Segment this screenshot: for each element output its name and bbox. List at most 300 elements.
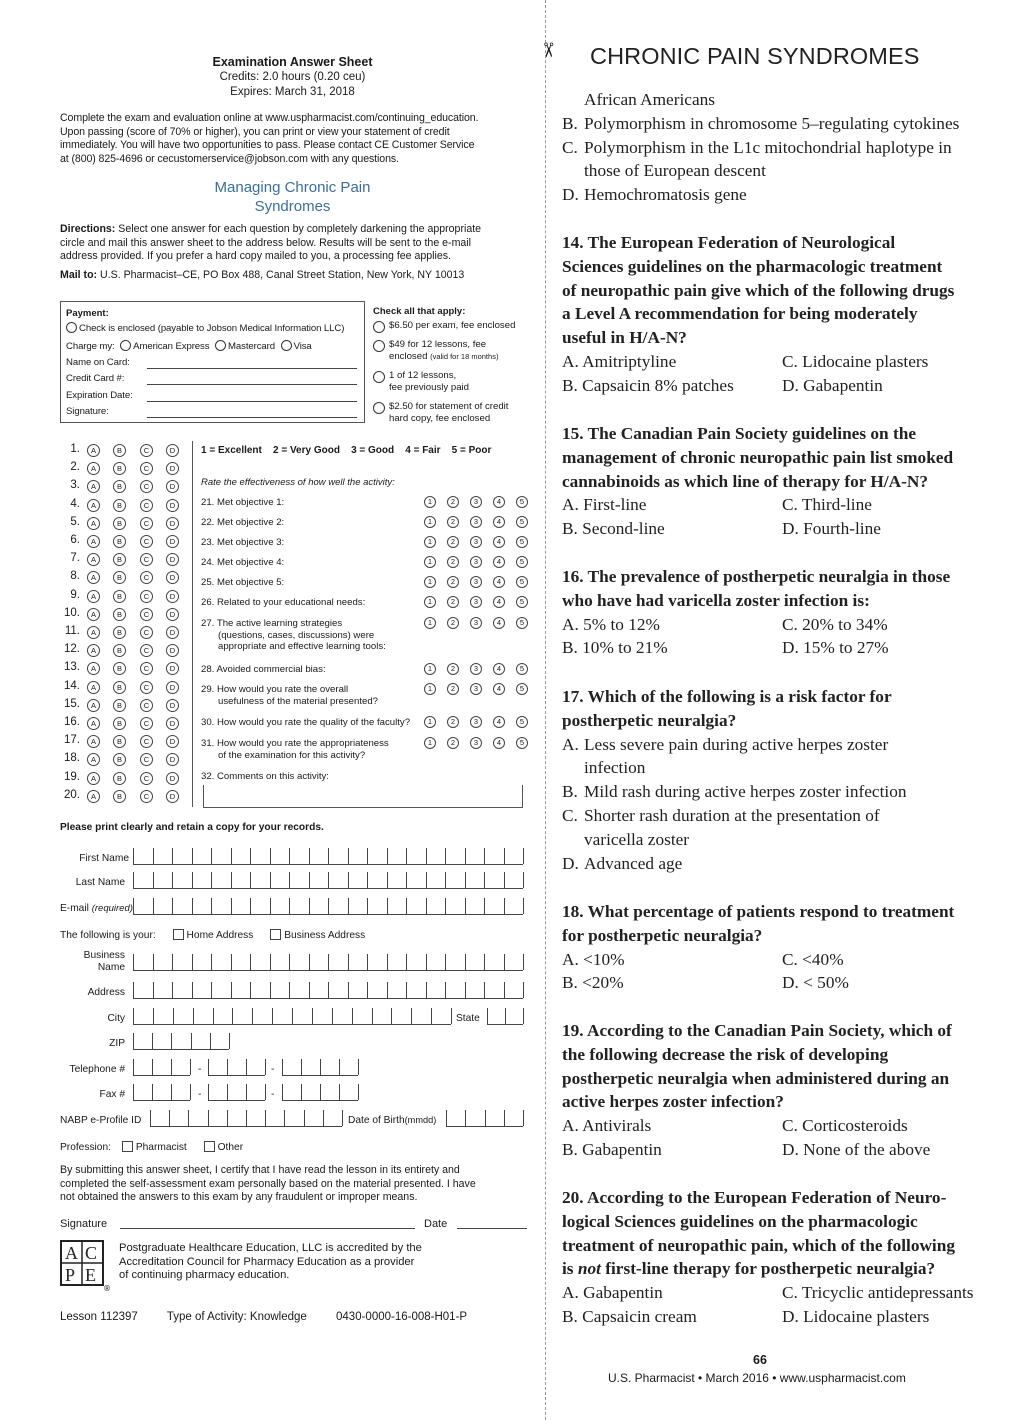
answer-bubble[interactable]: A <box>87 735 100 748</box>
answer-bubble[interactable]: D <box>166 590 179 603</box>
answer-bubble[interactable]: C <box>140 571 153 584</box>
box-divider <box>312 1008 313 1024</box>
rating-bubble[interactable]: 5 <box>516 576 528 588</box>
answer-row <box>60 625 185 643</box>
questions-column <box>548 0 1024 1420</box>
box-divider <box>191 1033 192 1049</box>
card-visa-label: Visa <box>293 341 312 352</box>
rating-bubble[interactable]: 5 <box>516 617 528 629</box>
answer-bubble[interactable]: D <box>166 662 179 675</box>
answer-bubble[interactable]: C <box>140 517 153 530</box>
box-divider <box>342 1110 343 1126</box>
last-name-field[interactable] <box>133 873 523 889</box>
answer-bubble[interactable]: D <box>166 608 179 621</box>
answer-bubble[interactable]: B <box>113 535 126 548</box>
credits: Credits: 2.0 hours (0.20 ceu) <box>219 71 366 83</box>
box-divider <box>133 898 134 914</box>
box-divider <box>446 1110 447 1126</box>
box-divider <box>133 1008 134 1024</box>
rating-bubble[interactable]: 1 <box>424 737 436 749</box>
rating-bubble[interactable]: 5 <box>516 596 528 608</box>
answer-bubble[interactable]: A <box>87 644 100 657</box>
box-divider <box>133 872 134 888</box>
box-divider <box>465 872 466 888</box>
signature-field[interactable] <box>120 1228 415 1229</box>
question-18 <box>562 900 982 995</box>
box-divider <box>208 1084 209 1100</box>
answer-bubble[interactable]: B <box>113 480 126 493</box>
answer-number: 16. <box>64 716 80 728</box>
answer-bubble[interactable]: A <box>87 499 100 512</box>
question-line: 17. Which of the following is a risk factor for <box>562 687 892 706</box>
answer-option: C. <40% <box>782 949 844 969</box>
answer-bubble[interactable]: D <box>166 499 179 512</box>
box-divider <box>426 848 427 864</box>
telephone-area-field[interactable] <box>133 1060 190 1076</box>
answer-bubble[interactable]: C <box>140 699 153 712</box>
rating-bubble[interactable]: 3 <box>470 556 482 568</box>
rating-bubble[interactable]: 5 <box>516 516 528 528</box>
svg-text:A: A <box>65 1243 78 1263</box>
rating-bubble[interactable]: 4 <box>493 556 505 568</box>
box-divider <box>426 872 427 888</box>
answer-bubble[interactable]: D <box>166 717 179 730</box>
rating-bubble[interactable]: 5 <box>516 737 528 749</box>
box-divider <box>192 848 193 864</box>
box-divider <box>150 1110 151 1126</box>
box-divider <box>387 848 388 864</box>
answer-bubble[interactable]: C <box>140 553 153 566</box>
rating-bubble[interactable]: 3 <box>470 516 482 528</box>
box-divider <box>172 982 173 998</box>
box-divider <box>358 1084 359 1100</box>
answer-bubble[interactable]: A <box>87 790 100 803</box>
answer-bubble[interactable]: D <box>166 626 179 639</box>
answer-bubble[interactable]: A <box>87 626 100 639</box>
radio-icon[interactable] <box>373 340 385 352</box>
rating-bubble[interactable]: 3 <box>470 496 482 508</box>
answer-bubble[interactable]: A <box>87 608 100 621</box>
box-divider <box>406 982 407 998</box>
rating-bubble[interactable]: 3 <box>470 737 482 749</box>
expiration-field[interactable] <box>147 401 357 402</box>
answer-option: D. Gabapentin <box>782 375 883 395</box>
answer-bubble[interactable]: A <box>87 571 100 584</box>
fax-area-field[interactable] <box>133 1085 190 1101</box>
question-line: a Level A recommendation for being moderately <box>562 304 918 324</box>
rating-bubble[interactable]: 3 <box>470 617 482 629</box>
box-divider <box>367 898 368 914</box>
answer-bubble[interactable]: A <box>87 662 100 675</box>
rating-bubble[interactable]: 1 <box>424 663 436 675</box>
answer-bubble[interactable]: A <box>87 553 100 566</box>
answer-bubble[interactable]: B <box>113 790 126 803</box>
answer-bubble[interactable]: D <box>166 571 179 584</box>
answer-bubble[interactable]: B <box>113 626 126 639</box>
rate-instruction: Rate the effectiveness of how well the activity: <box>201 477 395 488</box>
evaluation-item-text: 31. How would you rate the appropriateness <box>201 738 389 749</box>
answer-bubble[interactable]: B <box>113 571 126 584</box>
box-divider <box>211 848 212 864</box>
answer-row <box>60 643 185 661</box>
answer-option: D. Fourth-line <box>782 519 881 539</box>
box-divider <box>485 1110 486 1126</box>
rating-bubble[interactable]: 5 <box>516 556 528 568</box>
question-text <box>562 422 982 493</box>
answer-bubble[interactable]: A <box>87 517 100 530</box>
box-divider <box>484 898 485 914</box>
rating-bubble[interactable]: 4 <box>493 536 505 548</box>
rating-bubble[interactable]: 1 <box>424 496 436 508</box>
rating-bubble[interactable]: 1 <box>424 617 436 629</box>
rating-bubble[interactable]: 3 <box>470 536 482 548</box>
rating-bubble[interactable]: 2 <box>447 576 459 588</box>
rating-bubble[interactable]: 4 <box>493 716 505 728</box>
evaluation-item <box>201 717 426 729</box>
telephone-line-field[interactable] <box>282 1060 358 1076</box>
answer-option: B. Gabapentin <box>562 1139 662 1159</box>
rating-bubble[interactable]: 5 <box>516 716 528 728</box>
box-divider <box>192 982 193 998</box>
answer-bubble[interactable]: B <box>113 735 126 748</box>
check-all-title: Check all that apply: <box>373 306 466 317</box>
credit-card-field[interactable] <box>147 384 357 385</box>
question-line: Sciences guidelines on the pharmacologic treatment <box>562 256 943 276</box>
answer-bubble[interactable]: A <box>87 590 100 603</box>
rating-bubble[interactable]: 4 <box>493 516 505 528</box>
radio-icon[interactable] <box>373 371 385 383</box>
option-letter: A. <box>562 734 579 754</box>
radio-mastercard[interactable] <box>215 340 226 351</box>
card-signature-field[interactable] <box>147 417 357 418</box>
question-text-part: first-line therapy for postherpetic neuralgia? <box>600 1259 936 1279</box>
answer-bubble[interactable]: B <box>113 644 126 657</box>
box-divider <box>523 1008 524 1024</box>
box-divider <box>504 848 505 864</box>
answer-bubble[interactable]: D <box>166 480 179 493</box>
box-divider <box>229 1033 230 1049</box>
answer-bubble[interactable]: D <box>166 735 179 748</box>
rating-bubble[interactable]: 5 <box>516 683 528 695</box>
radio-amex[interactable] <box>120 340 131 351</box>
address-type-row <box>60 929 365 941</box>
box-divider <box>192 954 193 970</box>
certify-line: completed the self-assessment exam personally based on the material presented. I have <box>60 1177 476 1190</box>
rating-bubble[interactable]: 3 <box>470 576 482 588</box>
evaluation-item-text: 30. How would you rate the quality of the faculty? <box>201 717 411 728</box>
answer-bubble[interactable]: D <box>166 790 179 803</box>
answer-bubble[interactable]: A <box>87 772 100 785</box>
answer-number: 14. <box>64 679 80 692</box>
evaluation-item-text: 22. Met objective 2: <box>201 517 285 528</box>
answer-bubble[interactable]: B <box>113 517 126 530</box>
fee-option-text: enclosed <box>389 350 431 362</box>
zip-field[interactable] <box>133 1034 229 1050</box>
answer-bubble[interactable]: C <box>140 444 153 457</box>
rating-bubble[interactable]: 5 <box>516 536 528 548</box>
answer-bubble[interactable]: A <box>87 480 100 493</box>
address-field[interactable] <box>133 983 523 999</box>
lesson-number: Lesson 112397 <box>60 1311 138 1323</box>
cut-line <box>545 0 546 1420</box>
fax-prefix-field[interactable] <box>208 1085 265 1101</box>
fee-option[interactable] <box>373 339 498 362</box>
answer-number: 1. <box>70 443 80 455</box>
option-letter: B. <box>562 782 578 802</box>
answer-bubble[interactable]: C <box>140 662 153 675</box>
radio-icon[interactable] <box>373 402 385 414</box>
rating-bubble[interactable]: 5 <box>516 496 528 508</box>
rating-bubble[interactable]: 4 <box>493 663 505 675</box>
state-field[interactable] <box>487 1009 523 1025</box>
mail-address: U.S. Pharmacist–CE, PO Box 488, Canal Street Station, New York, NY 10013 <box>97 269 465 281</box>
answer-bubble[interactable]: C <box>140 753 153 766</box>
question-line <box>562 1257 982 1281</box>
date-field[interactable] <box>457 1228 527 1229</box>
answer-bubble[interactable]: B <box>113 699 126 712</box>
rating-bubble[interactable]: 3 <box>470 683 482 695</box>
card-mastercard-label: Mastercard <box>228 341 275 352</box>
evaluation-item-text: 29. How would you rate the overall <box>201 684 349 695</box>
dob-label <box>348 1115 436 1126</box>
rating-bubble[interactable]: 2 <box>447 737 459 749</box>
answer-row <box>60 661 185 679</box>
box-divider <box>152 1059 153 1075</box>
rating-bubble[interactable]: 4 <box>493 737 505 749</box>
fee-option-text: $49 for 12 lessons, fee <box>389 339 487 350</box>
box-divider <box>348 954 349 970</box>
question-text <box>562 1186 982 1281</box>
answer-row <box>60 589 185 607</box>
option-letter: B. <box>562 113 578 133</box>
rating-bubble[interactable]: 1 <box>424 716 436 728</box>
answer-bubble[interactable]: D <box>166 772 179 785</box>
rating-bubble[interactable]: 4 <box>493 617 505 629</box>
rating-bubble[interactable]: 5 <box>516 663 528 675</box>
evaluation-item-text: 23. Met objective 3: <box>201 537 285 548</box>
answer-bubble[interactable]: D <box>166 644 179 657</box>
answer-bubble[interactable]: A <box>87 681 100 694</box>
box-divider <box>231 848 232 864</box>
box-divider <box>211 982 212 998</box>
rating-bubble[interactable]: 3 <box>470 663 482 675</box>
question-13-continued <box>562 88 982 207</box>
comments-label: 32. Comments on this activity: <box>201 771 329 782</box>
answer-bubble[interactable]: B <box>113 662 126 675</box>
dash: - <box>271 1089 275 1100</box>
name-on-card-field[interactable] <box>147 368 357 369</box>
pharmacist-checkbox[interactable] <box>122 1141 133 1152</box>
rating-bubble[interactable]: 2 <box>447 496 459 508</box>
answer-bubble[interactable]: A <box>87 535 100 548</box>
answer-bubble[interactable]: A <box>87 753 100 766</box>
answer-bubble[interactable]: D <box>166 753 179 766</box>
other-checkbox[interactable] <box>204 1141 215 1152</box>
rating-bubble[interactable]: 1 <box>424 576 436 588</box>
rating-bubble[interactable]: 4 <box>493 596 505 608</box>
box-divider <box>193 1008 194 1024</box>
question-line: who have had varicella zoster infection is: <box>562 590 870 610</box>
business-name-field[interactable] <box>133 955 523 971</box>
rating-bubble[interactable]: 2 <box>447 716 459 728</box>
home-address-checkbox[interactable] <box>173 929 184 940</box>
fee-option[interactable] <box>373 370 469 393</box>
answer-bubble[interactable]: A <box>87 717 100 730</box>
radio-icon[interactable] <box>373 321 385 333</box>
box-divider <box>270 848 271 864</box>
fee-option[interactable] <box>373 320 515 332</box>
answer-option <box>562 780 982 804</box>
answer-number: 5. <box>70 515 80 528</box>
answer-bubble[interactable]: D <box>166 535 179 548</box>
answer-bubble[interactable]: D <box>166 699 179 712</box>
answer-bubble[interactable]: D <box>166 462 179 475</box>
business-address-checkbox[interactable] <box>270 929 281 940</box>
fee-option[interactable] <box>373 401 508 424</box>
zip-label: ZIP <box>109 1038 125 1049</box>
answer-number: 8. <box>70 570 80 583</box>
answer-bubble[interactable]: C <box>140 681 153 694</box>
rating-bubble[interactable]: 2 <box>447 683 459 695</box>
rating-bubble[interactable]: 3 <box>470 596 482 608</box>
question-text <box>562 565 982 613</box>
intro-text <box>60 112 530 166</box>
answer-bubble[interactable]: B <box>113 499 126 512</box>
answer-bubble[interactable]: B <box>113 753 126 766</box>
rating-bubble[interactable]: 2 <box>447 516 459 528</box>
answer-bubble[interactable]: B <box>113 553 126 566</box>
answer-bubble[interactable]: D <box>166 444 179 457</box>
box-divider <box>227 1110 228 1126</box>
rating-bubble[interactable]: 4 <box>493 576 505 588</box>
first-name-field[interactable] <box>133 849 523 865</box>
nabp-field[interactable] <box>150 1111 342 1127</box>
check-enclosed-option[interactable] <box>66 322 344 334</box>
answer-bubble[interactable]: C <box>140 644 153 657</box>
box-divider <box>465 954 466 970</box>
box-divider <box>231 898 232 914</box>
answer-bubble[interactable]: A <box>87 444 100 457</box>
rating-bubble[interactable]: 4 <box>493 496 505 508</box>
box-divider <box>172 872 173 888</box>
page-number: 66 <box>753 1353 767 1367</box>
answer-number: 2. <box>70 461 80 474</box>
answer-bubble[interactable]: A <box>87 699 100 712</box>
fee-option-text: $2.50 for statement of credit <box>389 401 509 412</box>
answer-number: 18. <box>64 752 80 765</box>
box-divider <box>372 1008 373 1024</box>
answer-bubble[interactable]: C <box>140 772 153 785</box>
answer-option: D. 15% to 27% <box>782 638 889 658</box>
answer-bubble[interactable]: C <box>140 499 153 512</box>
rating-bubble[interactable]: 1 <box>424 683 436 695</box>
box-divider <box>504 1110 505 1126</box>
rating-bubble[interactable]: 1 <box>424 556 436 568</box>
question-line: postherpetic neuralgia? <box>562 710 737 730</box>
dob-field[interactable] <box>446 1111 523 1127</box>
rating-bubble[interactable]: 2 <box>447 596 459 608</box>
radio-visa[interactable] <box>281 340 292 351</box>
box-divider <box>250 848 251 864</box>
city-field[interactable] <box>133 1009 451 1025</box>
answer-bubble[interactable]: C <box>140 790 153 803</box>
telephone-prefix-field[interactable] <box>208 1060 265 1076</box>
answer-bubble[interactable]: D <box>166 553 179 566</box>
rating-bubble[interactable]: 2 <box>447 663 459 675</box>
answer-row <box>60 771 185 789</box>
answer-bubble[interactable]: A <box>87 462 100 475</box>
email-required: (required) <box>91 903 133 914</box>
answer-bubble[interactable]: D <box>166 681 179 694</box>
answer-row <box>60 516 185 534</box>
answer-option-text: those of European descent <box>584 161 766 181</box>
answer-bubble[interactable]: B <box>113 717 126 730</box>
box-divider <box>172 898 173 914</box>
business-name-label-line: Name <box>97 962 125 973</box>
answer-option <box>562 112 982 136</box>
answer-bubble[interactable]: C <box>140 590 153 603</box>
lesson-title <box>60 178 525 216</box>
rating-bubble[interactable]: 2 <box>447 536 459 548</box>
box-divider <box>523 872 524 888</box>
box-divider <box>208 1059 209 1075</box>
question-19 <box>562 1019 982 1162</box>
box-divider <box>231 954 232 970</box>
answer-bubble[interactable]: C <box>140 462 153 475</box>
answer-bubble[interactable]: D <box>166 517 179 530</box>
box-divider <box>173 1008 174 1024</box>
business-name-label <box>60 950 125 974</box>
email-field[interactable] <box>133 899 523 915</box>
rating-bubble[interactable]: 2 <box>447 617 459 629</box>
answer-bubble[interactable]: B <box>113 772 126 785</box>
answer-bubble[interactable]: B <box>113 462 126 475</box>
box-divider <box>309 982 310 998</box>
comments-field[interactable] <box>203 785 523 808</box>
answer-bubble[interactable]: C <box>140 626 153 639</box>
answer-bubble[interactable]: B <box>113 608 126 621</box>
rating-bubble[interactable]: 4 <box>493 683 505 695</box>
radio-icon[interactable] <box>66 322 77 333</box>
answer-option: A. Gabapentin <box>562 1283 663 1303</box>
box-divider <box>367 982 368 998</box>
uan-number: 0430-0000-16-008-H01-P <box>336 1311 468 1323</box>
answer-bubble[interactable]: B <box>113 444 126 457</box>
question-line: 20. According to the European Federation of Neuro- <box>562 1188 947 1207</box>
rating-bubble[interactable]: 2 <box>447 556 459 568</box>
question-text <box>562 231 982 350</box>
option-letter: D. <box>562 185 579 205</box>
expiration-label: Expiration Date: <box>66 390 133 401</box>
rating-bubble[interactable]: 1 <box>424 596 436 608</box>
answer-bubble[interactable]: C <box>140 480 153 493</box>
mail-to <box>60 269 530 281</box>
answer-bubble[interactable]: C <box>140 735 153 748</box>
answer-bubble[interactable]: C <box>140 535 153 548</box>
answer-bubble[interactable]: B <box>113 590 126 603</box>
answer-row <box>60 789 185 807</box>
answer-bubble[interactable]: B <box>113 681 126 694</box>
rating-bubble[interactable]: 3 <box>470 716 482 728</box>
evaluation-item <box>201 664 426 676</box>
answer-bubble[interactable]: C <box>140 608 153 621</box>
email-label <box>60 903 133 914</box>
rating-bubble[interactable]: 1 <box>424 536 436 548</box>
answer-bubble[interactable]: C <box>140 717 153 730</box>
fax-line-field[interactable] <box>282 1085 358 1101</box>
intro-line: immediately. You will have two opportunities to pass. Please contact CE Customer Service <box>60 139 475 152</box>
rating-bubble[interactable]: 1 <box>424 516 436 528</box>
